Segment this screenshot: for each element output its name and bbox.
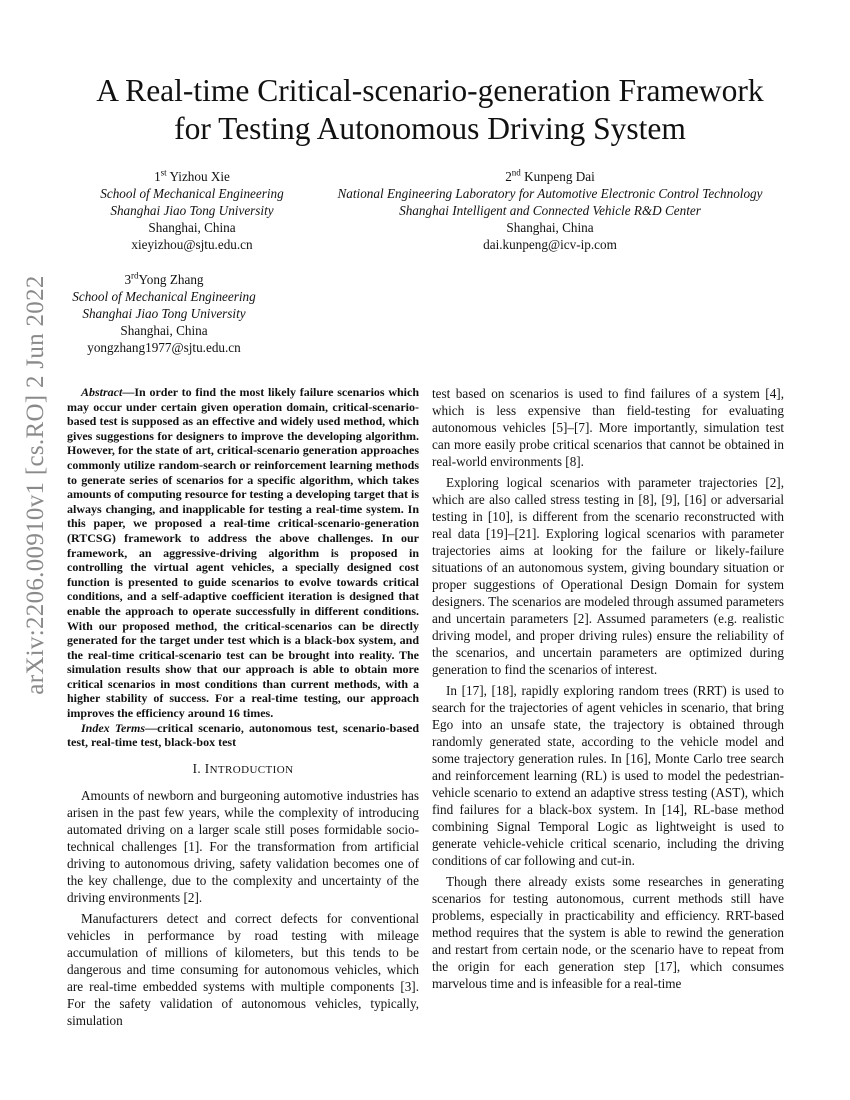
author-3-affiliation-2: Shanghai Jiao Tong University [82, 306, 246, 321]
right-column [432, 385, 784, 996]
intro-paragraph-2: Manufacturers detect and correct defects for conventional vehicles in performance by road testing with mileage accumulation of millions of kilometers, but this tends to be dangerous and time consuming for autonomous vehicles, which are real-time embedded systems with multiple components [3]. For the safety validation of autonomous vehicles, typically, simulation [67, 910, 419, 1028]
author-2-ordinal-suffix: nd [511, 167, 521, 178]
paper-title [55, 72, 805, 148]
left-column [67, 385, 419, 1033]
author-1-name: Yizhou Xie [169, 169, 230, 184]
section-numeral: I. [192, 760, 202, 776]
index-terms-text: —critical scenario, autonomous test, scenario-based test, real-time test, black-box test [67, 720, 419, 750]
author-3-affiliation-1: School of Mechanical Engineering [72, 289, 256, 304]
author-1-location: Shanghai, China [148, 220, 236, 235]
intro-paragraph-continuation: test based on scenarios is used to find failures of a system [4], which is less expensive than field-testing for evaluating autonomous vehicles [5]–[7]. More importantly, simulation test can more easily probe critical scenarios that cannot be obtained in real-world environments [8]. [432, 386, 784, 469]
author-3-ordinal-suffix: rd [131, 270, 139, 281]
abstract-text: —In order to find the most likely failure scenarios which may occur under certain given operation domain, critical-scenario-based test is supposed as an effective and widely used method, which gives suggestions for designers to improve the developing algorithm. However, for the state of art, critical-scenario generation approaches commonly utilize random-search or reinforcement learning methods to generate series of scenarios for a specific algorithm, which takes amounts of computing resource for testing a developing target that is always changing, and inapplicable for testing a real-time system. In this paper, we proposed a real-time critical-scenario-generation (RTCSG) framework to address the above challenges. In our framework, an aggressive-driving algorithm is proposed in controlling the virtual agent vehicles, a specially designed cost function is presented to guide scenarios to evolve towards critical conditions, and a self-adaptive coefficient iteration is designed that enable the approach to operate successfully in different conditions. With our proposed method, the critical-scenarios can be directly generated for the target under test which is a black-box system, and the real-time critical-scenario test can be brought into reality. The simulation results show that our approach is able to obtain more critical scenarios in most conditions than current methods, with a higher stability of success. For a real-time testing, our approach improves the efficiency around 16 times. [67, 385, 419, 721]
intro-paragraph-3: Exploring logical scenarios with parameter trajectories [2], which are also called stress testing in [8], [9], [16] or adversarial testing in [10], is different from the scenario reconstructed with real data [19]–[21]. Exploring logical scenarios with parameter trajectories aims at looking for the failure or likely-failure situations of an autonomous system, giving boundary situation or proper suggestions of Operational Design Domain for system designers. The scenarios are modeled through assumed parameters and uncertain parameters [2]. Assumed parameters (e.g. realistic driving model, and proper driving rules) ensure the reliability of the scenarios, and uncertain parameters are optimized during generation to find the scenarios of interest. [432, 475, 784, 677]
section-title-rest: NTRODUCTION [209, 763, 294, 776]
author-1-affiliation-2: Shanghai Jiao Tong University [110, 203, 274, 218]
author-2 [318, 168, 782, 253]
title-line-1: A Real-time Critical-scenario-generation Framework [96, 73, 764, 108]
title-line-2: for Testing Autonomous Driving System [174, 111, 686, 146]
section-heading-introduction [67, 760, 419, 779]
abstract [67, 385, 419, 750]
index-terms-label: Index Terms [81, 720, 146, 735]
author-1 [92, 168, 292, 253]
author-2-name: Kunpeng Dai [524, 169, 595, 184]
author-2-affiliation-1: National Engineering Laboratory for Automotive Electronic Control Technology [337, 186, 763, 201]
author-2-affiliation-2: Shanghai Intelligent and Connected Vehicle R&D Center [399, 203, 701, 218]
intro-paragraph-5: Though there already exists some researches in generating scenarios for testing autonomous, current methods still have problems, especially in practicability and efficiency. RRT-based method requires that the system is able to rewind the generation and restart from certain node, or the scenario have to repeat from the origin for each generation step [17], which consumes marvelous time and is infeasible for a real-time [432, 874, 784, 991]
author-3-location: Shanghai, China [120, 323, 208, 338]
author-1-email: xieyizhou@sjtu.edu.cn [131, 237, 253, 252]
section-first-letter: I [204, 760, 210, 776]
author-2-ordinal: 2 [505, 169, 512, 184]
intro-paragraph-4: In [17], [18], rapidly exploring random trees (RRT) is used to search for the trajectories of agent vehicles in scenario, that bring Ego into an unsafe state, the trajectory is obtained through randomly generated state, according to the vehicle model and some trajectory generation rules. In [16], Monte Carlo tree search and reinforcement learning (RL) is used to model the pedestrian-vehicle scenario to extend an adaptive stress testing (AST), which find failures for a black-box system. In [14], RL-base method combining Signal Temporal Logic as lightweight is used to generate vehicle-vehicle critical scenario, including the driving conditions of car following and cut-in. [432, 683, 784, 868]
author-1-affiliation-1: School of Mechanical Engineering [100, 186, 284, 201]
author-1-ordinal-suffix: st [160, 167, 167, 178]
author-1-ordinal: 1 [154, 169, 161, 184]
author-3-name: Yong Zhang [138, 272, 204, 287]
author-3-email: yongzhang1977@sjtu.edu.cn [87, 340, 241, 355]
author-3 [64, 271, 264, 356]
abstract-label: Abstract [81, 385, 123, 399]
intro-paragraph-1: Amounts of newborn and burgeoning automotive industries has arisen in the past few years, while the complexity of introducing automated driving on a larger scale still poses formidable socio-technical challenges [1]. For the transformation from artificial driving to autonomous driving, safety validation becomes one of the key challenge, due to the complexity and uncertainty of the driving environments [2]. [67, 787, 419, 905]
author-3-ordinal: 3 [124, 272, 132, 287]
arxiv-id: arXiv:2206.00910v1 [cs.RO] 2 Jun 2022 [22, 275, 49, 695]
author-2-email: dai.kunpeng@icv-ip.com [483, 237, 617, 252]
author-2-location: Shanghai, China [506, 220, 594, 235]
arxiv-watermark [16, 275, 56, 695]
